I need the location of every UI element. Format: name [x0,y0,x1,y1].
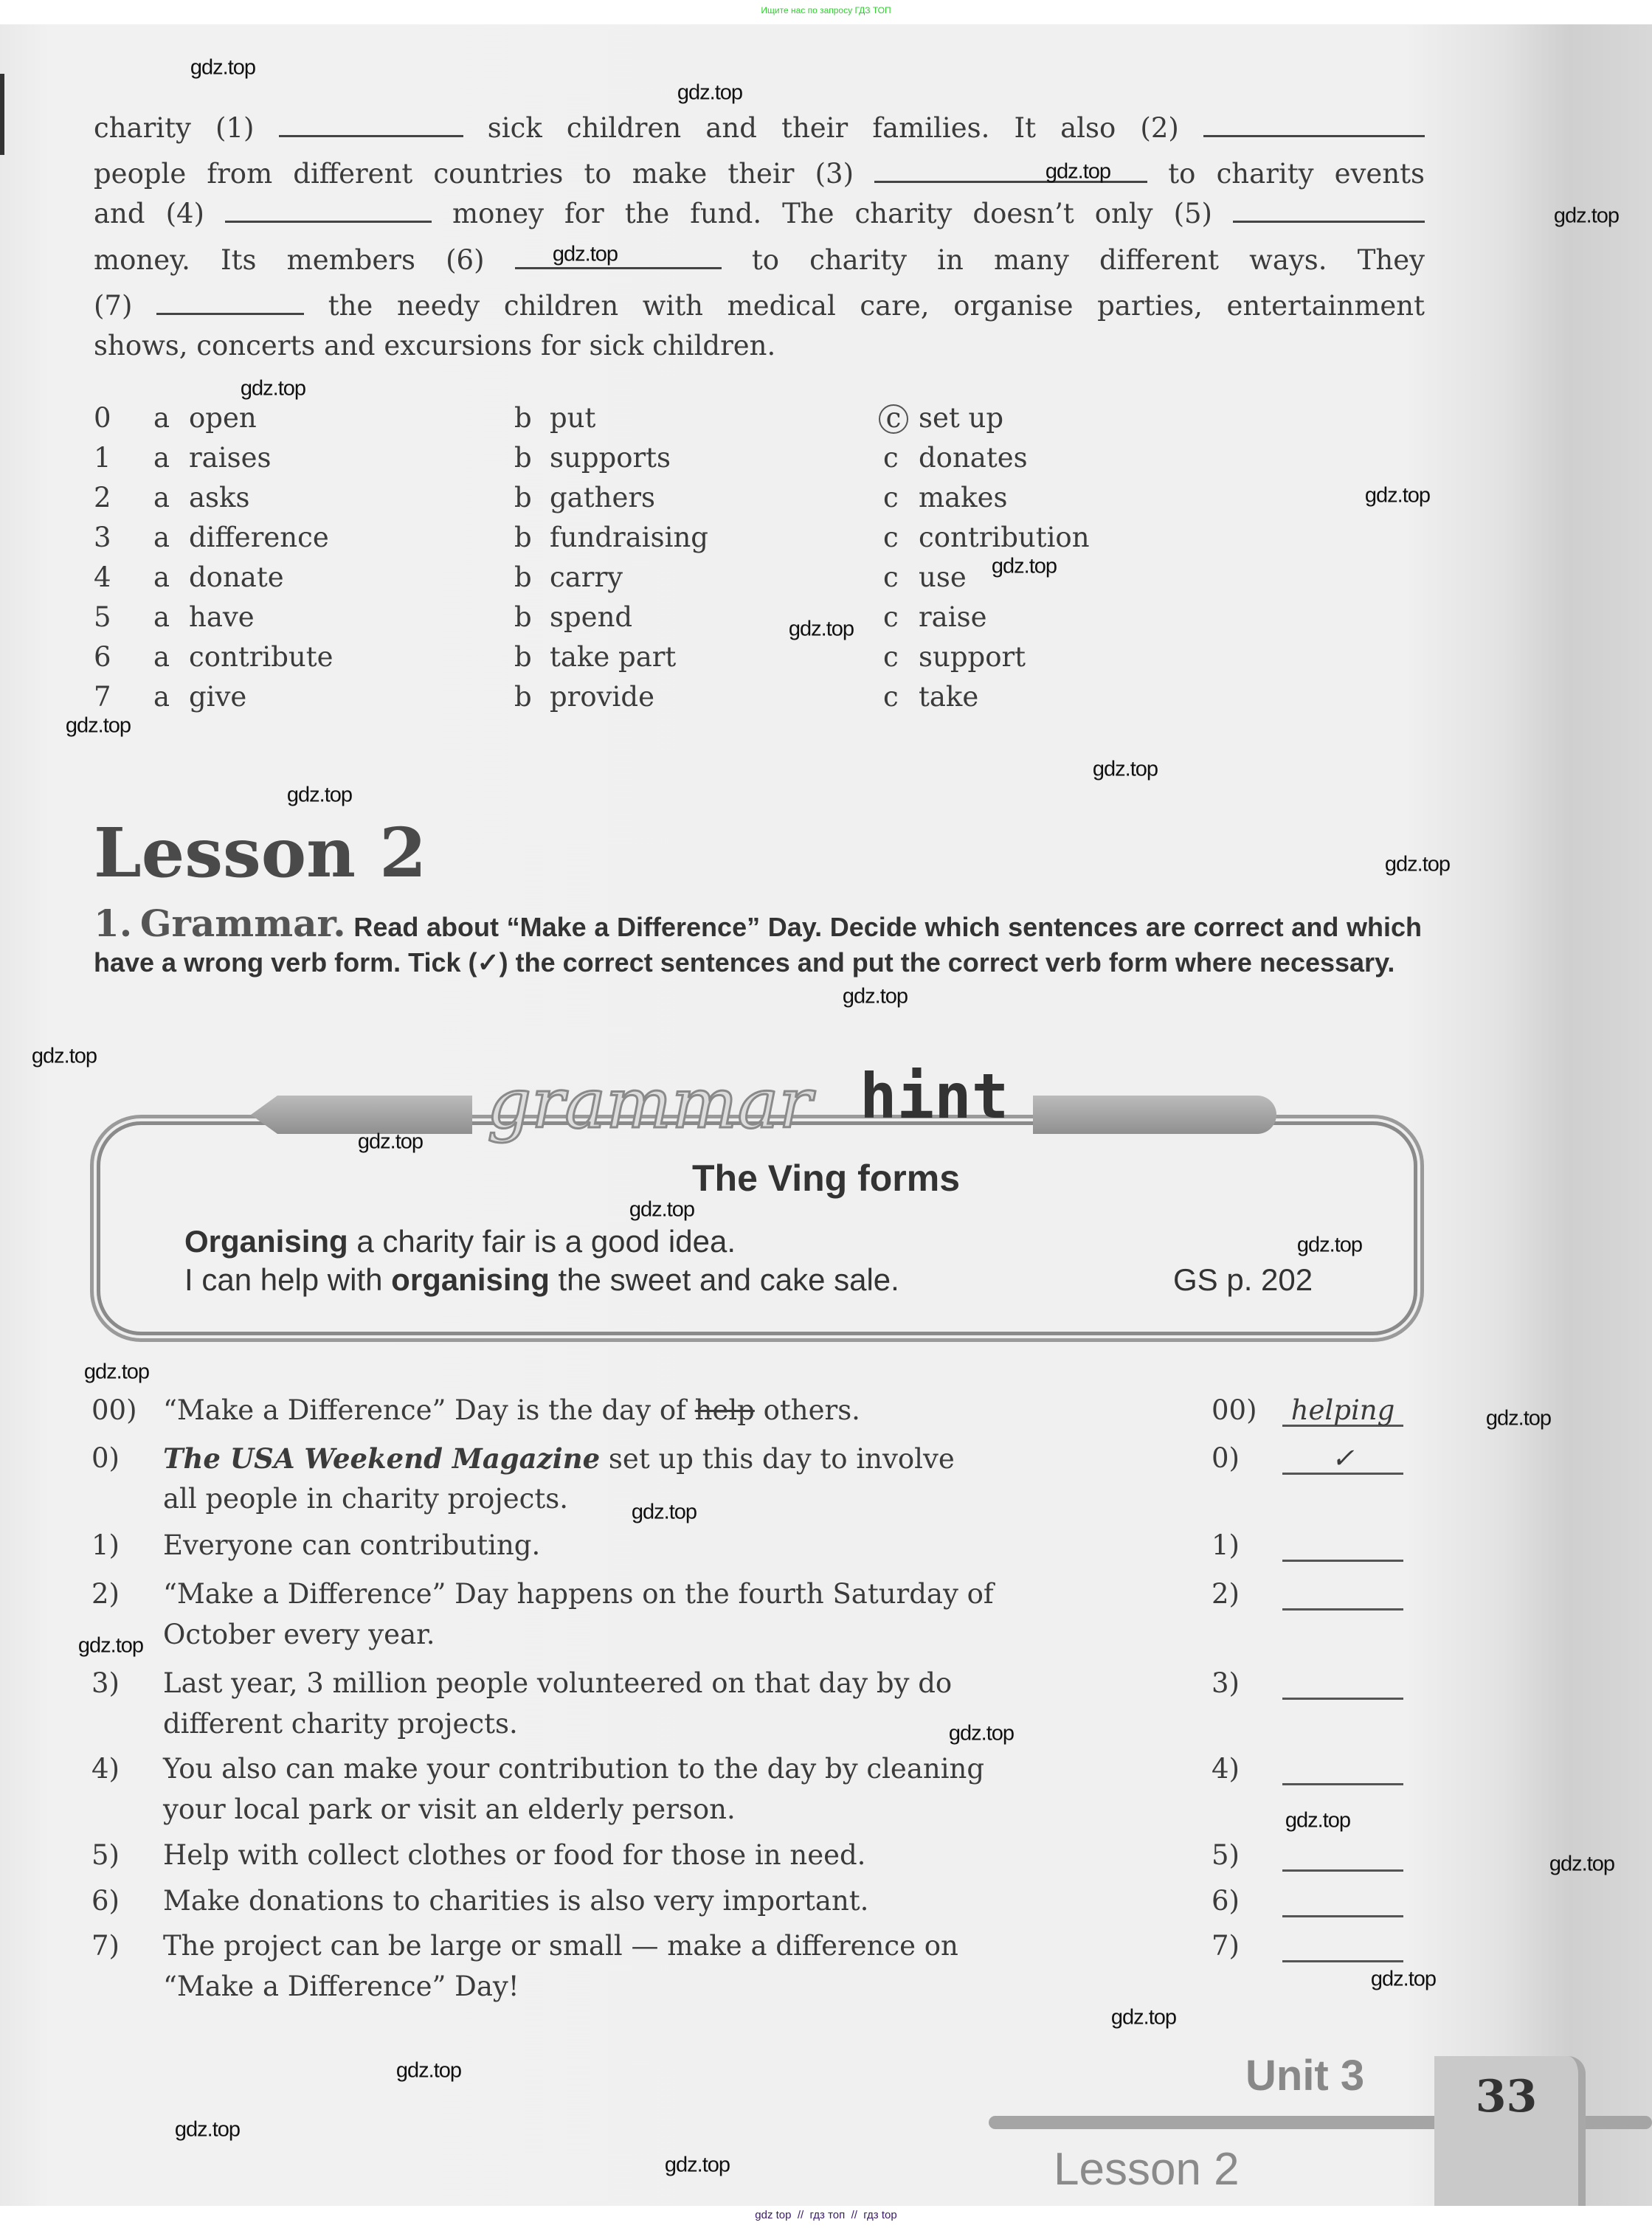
item-text-part: The project can be large or small — make a difference on [163,1930,958,1962]
item-text-part: Last year, 3 million people volunteered on that day by do [163,1667,953,1699]
option-word: spend [550,601,633,633]
watermark: gdz.top [842,984,908,1009]
item-text-part: set up this day to involve [600,1443,955,1475]
item-text [163,1667,952,1699]
passage-text: to charity events [1168,158,1425,190]
option-letter: c [883,561,899,593]
option-word: difference [189,522,329,553]
exercise-item [0,1667,1652,1704]
exercise-item [0,1753,1652,1790]
option-letter: b [514,681,532,713]
option-word: set up [919,402,1004,434]
option-word: carry [550,561,623,593]
item-continuation: all people in charity projects. [163,1483,568,1515]
watermark: gdz.top [31,1044,97,1068]
watermark: gdz.top [788,617,854,641]
option-letter: a [153,641,170,673]
item-text-part: “Make a Difference” Day is the day of [163,1394,695,1426]
answer-number: 4) [1212,1753,1240,1785]
option-letter: a [153,601,170,633]
watermark: gdz.top [83,1360,150,1384]
watermark: gdz.top [1553,204,1620,228]
exercise-item [0,1529,1652,1566]
item-number: 4) [91,1753,120,1785]
answer-field[interactable] [1282,1667,1403,1700]
option-word: have [189,601,255,633]
exercise-item [0,1442,1652,1479]
passage-line [94,330,1425,361]
exercise-item [0,1578,1652,1615]
passage-text: the needy children with medical care, organise parties, entertainment [328,290,1425,322]
option-letter: a [153,442,170,474]
item-text-part: Help with collect clothes or food for those in need. [163,1839,866,1871]
passage-line [94,158,1425,190]
item-number: 00) [91,1394,137,1426]
item-text [163,1930,958,1962]
option-word: contribution [919,522,1090,553]
option-word: take [919,681,979,713]
item-text-part: You also can make your contribution to the day by cleaning [163,1753,985,1785]
exercise-number: 1. [94,902,133,945]
watermark: gdz.top [1092,757,1158,781]
option-word: use [919,561,967,593]
option-number: 0 [94,402,111,434]
passage-text: money. Its members (6) [94,244,485,276]
option-letter: c [883,681,899,713]
passage-text: and (4) [94,198,204,229]
passage-text: people from different countries to make their (3) [94,158,854,190]
item-continuation: your local park or visit an elderly person. [163,1793,736,1825]
option-letter: a [153,482,170,513]
answer-field[interactable] [1282,1753,1403,1785]
option-word: raise [919,601,987,633]
option-word: fundraising [550,522,708,553]
watermark: gdz.top [174,2117,241,2142]
watermark: gdz.top [552,242,618,266]
item-continuation: October every year. [163,1619,435,1650]
item-number: 0) [91,1442,120,1474]
exercise-instruction: Read about “Make a Difference” Day. Decide which sentences are correct and which have a wrong verb form. Tick (✓) the correct sentences and put the correct verb form where necessary. [94,912,1422,978]
option-word: put [550,402,596,434]
watermark: gdz.top [1110,2005,1177,2030]
answer-number: 00) [1212,1394,1257,1426]
bottom-credit: gdz top // гдз топ // гдз top [755,2209,897,2221]
option-number: 7 [94,681,111,713]
passage-text: sick children and their families. It also (2) [487,112,1179,144]
watermark: gdz.top [240,376,306,401]
top-banner [0,0,1652,24]
gap-4 [225,201,432,223]
option-letter: b [514,402,532,434]
option-word: donates [919,442,1028,474]
hint-example-2 [184,1263,899,1297]
watermark: gdz.top [1384,852,1451,876]
item-continuation: “Make a Difference” Day! [163,1971,519,2002]
option-letter: b [514,641,532,673]
exercise-item [0,1839,1652,1876]
option-letter: c [883,641,899,673]
item-text [163,1753,984,1785]
hint-title: The Ving forms [691,1158,960,1199]
watermark: gdz.top [1549,1852,1615,1876]
item-number: 3) [91,1667,120,1699]
watermark: gdz.top [1045,159,1111,184]
item-text-part: Everyone can contributing. [163,1529,541,1561]
watermark: gdz.top [77,1633,144,1658]
option-word: raises [189,442,272,474]
page-number: 33 [1475,2071,1538,2123]
answer-field[interactable]: helping [1282,1394,1403,1427]
option-letter [883,402,908,434]
item-text [163,1885,868,1917]
watermark: gdz.top [664,2153,730,2177]
passage-text: charity (1) [94,112,255,144]
exercise-heading [94,902,1422,980]
option-letter: a [153,402,170,434]
option-word: give [189,681,247,713]
hint-text: the sweet and cake sale. [549,1262,899,1297]
option-number: 3 [94,522,111,553]
pencil-tip-icon [251,1096,472,1134]
watermark: gdz.top [677,80,743,105]
answer-number: 5) [1212,1839,1240,1871]
answer-field[interactable]: ✓ [1282,1442,1403,1475]
option-number: 4 [94,561,111,593]
watermark: gdz.top [991,554,1057,578]
item-number: 6) [91,1885,120,1917]
item-text-part: “Make a Difference” Day happens on the fourth Saturday of [163,1578,994,1610]
item-number: 2) [91,1578,120,1610]
circled-letter-icon: c [879,404,908,434]
answer-number: 3) [1212,1667,1240,1699]
item-text [163,1394,860,1426]
answer-number: 1) [1212,1529,1240,1561]
grammar-reference: GS p. 202 [1173,1262,1313,1297]
footer-lesson-label: Lesson 2 [1054,2144,1240,2195]
struck-word: help [694,1394,755,1426]
gap-5 [1233,201,1425,223]
gap-7 [156,293,304,315]
option-letter: b [514,442,532,474]
watermark: gdz.top [190,55,256,80]
passage-text: money for the fund. The charity doesn’t only (5) [452,198,1212,229]
hint-logo: hint [860,1060,1009,1132]
option-word: provide [550,681,654,713]
option-word: makes [919,482,1008,513]
lesson-title: Lesson 2 [94,813,427,893]
answer-number: 7) [1212,1930,1240,1962]
option-word: take part [550,641,677,673]
watermark: gdz.top [1370,1967,1437,1991]
passage-line [94,198,1425,229]
exercise-item [0,1885,1652,1922]
option-number: 2 [94,482,111,513]
watermark: gdz.top [1296,1233,1363,1257]
passage-line [94,244,1425,276]
hint-bold: organising [391,1262,550,1297]
option-word: contribute [189,641,333,673]
option-letter: a [153,681,170,713]
gap-1 [279,115,463,137]
answer-field[interactable] [1282,1578,1403,1611]
option-number: 6 [94,641,111,673]
option-letter: b [514,522,532,553]
option-letter: a [153,561,170,593]
pencil-end-icon [1033,1096,1276,1134]
item-text [163,1839,865,1871]
watermark: gdz.top [1485,1406,1552,1430]
watermark: gdz.top [65,713,131,738]
top-banner-text: Ищите нас по запросу ГДЗ ТОП [761,5,891,15]
item-text [163,1578,994,1610]
option-word: supports [550,442,671,474]
exercise-title: Grammar. [139,902,346,945]
hint-text: I can help with [184,1262,392,1297]
item-continuation: different charity projects. [163,1708,518,1740]
option-letter: a [153,522,170,553]
passage-text: shows, concerts and excursions for sick children. [94,330,776,361]
option-letter: b [514,561,532,593]
option-number: 5 [94,601,111,633]
item-text-part: others. [754,1394,860,1426]
watermark: gdz.top [357,1129,424,1154]
option-word: open [189,402,257,434]
option-number: 1 [94,442,111,474]
passage-text: to charity in many different ways. They [751,244,1425,276]
gap-6 [515,247,722,269]
passage-line [94,290,1425,322]
answer-number: 6) [1212,1885,1240,1917]
answer-field[interactable] [1282,1930,1403,1962]
passage-text: (7) [94,290,133,322]
answer-number: 2) [1212,1578,1240,1610]
option-letter: b [514,482,532,513]
grammar-script-logo: grammar [487,1064,812,1144]
item-number: 5) [91,1839,120,1871]
answer-field[interactable] [1282,1529,1403,1562]
item-text-part: Make donations to charities is also very important. [163,1885,869,1917]
item-number: 7) [91,1930,120,1962]
page-number-tab [1434,2056,1586,2206]
watermark: gdz.top [395,2058,462,2083]
watermark: gdz.top [1285,1808,1351,1833]
passage-line [94,112,1425,144]
hint-bold: Organising [184,1224,348,1259]
option-word: donate [189,561,284,593]
option-letter: c [883,442,899,474]
exercise-item [0,1394,1652,1431]
answer-field[interactable] [1282,1885,1403,1917]
option-letter: b [514,601,532,633]
watermark: gdz.top [631,1500,697,1524]
watermark: gdz.top [948,1721,1015,1746]
gap-2 [1203,115,1425,137]
bottom-banner [0,2206,1652,2228]
watermark: gdz.top [1364,483,1431,508]
item-number: 1) [91,1529,120,1561]
magazine-title: The USA Weekend Magazine [163,1442,601,1475]
unit-label: Unit 3 [1245,2052,1365,2100]
option-word: gathers [550,482,656,513]
page-edge-mark [0,74,4,155]
watermark: gdz.top [629,1197,695,1222]
option-word: support [919,641,1026,673]
answer-number: 0) [1212,1442,1240,1474]
option-word: asks [189,482,250,513]
item-text [163,1529,540,1561]
item-text [163,1442,955,1475]
option-letter: c [883,482,899,513]
answer-field[interactable] [1282,1839,1403,1872]
hint-example-1 [184,1225,736,1259]
watermark: gdz.top [286,783,353,807]
exercise-item [0,1930,1652,1967]
option-letter: c [883,522,899,553]
option-letter: c [883,601,899,633]
hint-text: a charity fair is a good idea. [348,1224,736,1259]
